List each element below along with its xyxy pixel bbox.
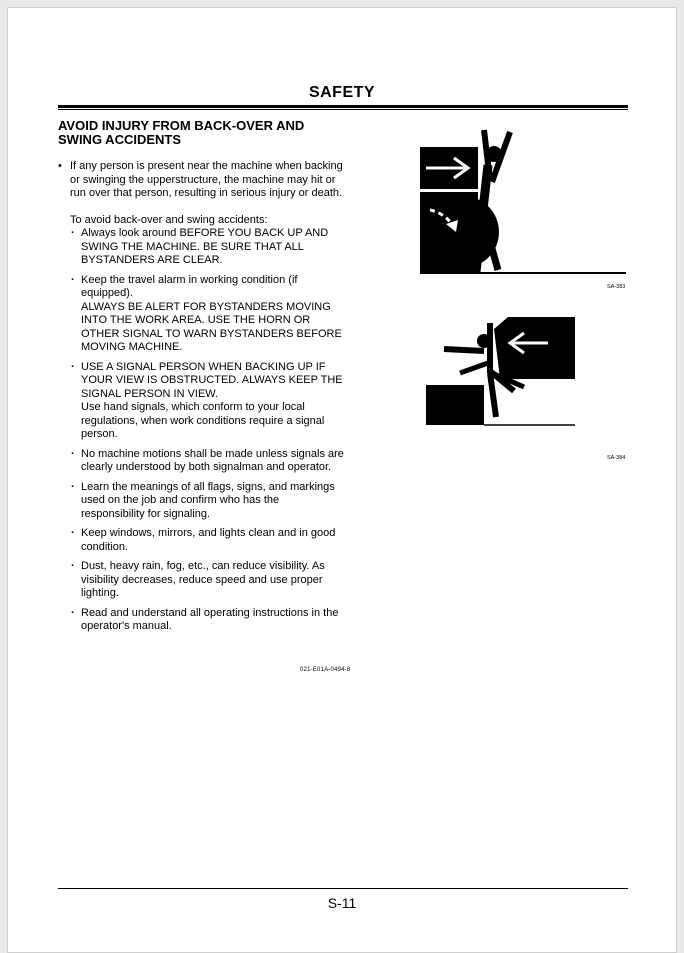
- text-line: Use hand signals, which conform to your local: [81, 401, 305, 413]
- text-line: · Keep windows, mirrors, and lights clean and in good: [81, 527, 336, 539]
- list-item: [70, 607, 358, 634]
- document-code: 021-E01A-0494-8: [300, 667, 351, 673]
- section-body: [58, 160, 358, 634]
- header-rule: [58, 105, 628, 108]
- text-line: MOVING MACHINE.: [81, 341, 183, 353]
- figure-code: SA-383: [607, 284, 626, 290]
- swing-illustration: [424, 313, 579, 429]
- section-heading-line: SWING ACCIDENTS: [58, 132, 182, 147]
- list-item: [70, 274, 358, 355]
- list-item: [70, 481, 358, 522]
- text-line: visibility decreases, reduce speed and use proper: [81, 573, 323, 586]
- text-line: condition.: [81, 540, 129, 553]
- text-line: · No machine motions shall be made unless signals are: [81, 447, 344, 460]
- text-line: ALWAYS BE ALERT FOR BYSTANDERS MOVING: [81, 300, 331, 313]
- section-heading: [58, 119, 358, 147]
- text-line: used on the job and confirm who has the: [81, 494, 280, 506]
- page-title: SAFETY: [308, 84, 376, 101]
- text-line: equipped).: [81, 287, 133, 299]
- text-line: person.: [81, 428, 118, 440]
- figure-code: SA-384: [607, 455, 626, 461]
- list-item: [70, 227, 358, 268]
- text-line: YOUR VIEW IS OBSTRUCTED. ALWAYS KEEP THE: [81, 374, 343, 386]
- precaution-list: [58, 227, 358, 634]
- text-line: operator's manual.: [81, 620, 172, 632]
- text-line: · Keep the travel alarm in working condition (if: [81, 273, 298, 286]
- text-line: or swinging the upperstructure, the machine may hit or: [70, 173, 336, 186]
- page-number: S-11: [327, 895, 357, 911]
- text-line: · Read and understand all operating instructions in the: [81, 606, 339, 619]
- text-line: responsibility for signaling.: [81, 507, 211, 520]
- list-item: [70, 361, 358, 442]
- text-line: BYSTANDERS ARE CLEAR.: [81, 254, 223, 266]
- list-item: [70, 448, 358, 475]
- text-line: OTHER SIGNAL TO WARN BYSTANDERS BEFORE: [81, 327, 342, 340]
- text-line: • If any person is present near the machine when backing: [70, 160, 343, 172]
- text-line: clearly understood by both signalman and operator.: [81, 461, 332, 473]
- text-line: · Always look around BEFORE YOU BACK UP AND: [81, 227, 329, 239]
- warning-bullet: [58, 160, 358, 201]
- text-line: · USE A SIGNAL PERSON WHEN BACKING UP IF: [81, 360, 326, 373]
- backover-illustration: [418, 120, 628, 276]
- header-rule-thin: [58, 109, 628, 110]
- list-item: [70, 527, 358, 554]
- list-item: [70, 560, 358, 601]
- text-line: SIGNAL PERSON IN VIEW.: [81, 387, 219, 400]
- intro-text: To avoid back-over and swing accidents:: [70, 213, 268, 226]
- text-line: INTO THE WORK AREA. USE THE HORN OR: [81, 314, 311, 326]
- text-line: SWING THE MACHINE. BE SURE THAT ALL: [81, 240, 304, 253]
- text-line: · Dust, heavy rain, fog, etc., can reduce visibility. As: [81, 560, 325, 572]
- section-heading-line: AVOID INJURY FROM BACK-OVER AND: [58, 118, 305, 133]
- text-line: · Learn the meanings of all flags, signs, and markings: [81, 480, 335, 493]
- text-line: regulations, when work conditions require a signal: [81, 414, 325, 427]
- text-line: run over that person, resulting in serious injury or death.: [70, 187, 343, 199]
- footer-rule: [58, 888, 628, 889]
- text-line: lighting.: [81, 587, 119, 599]
